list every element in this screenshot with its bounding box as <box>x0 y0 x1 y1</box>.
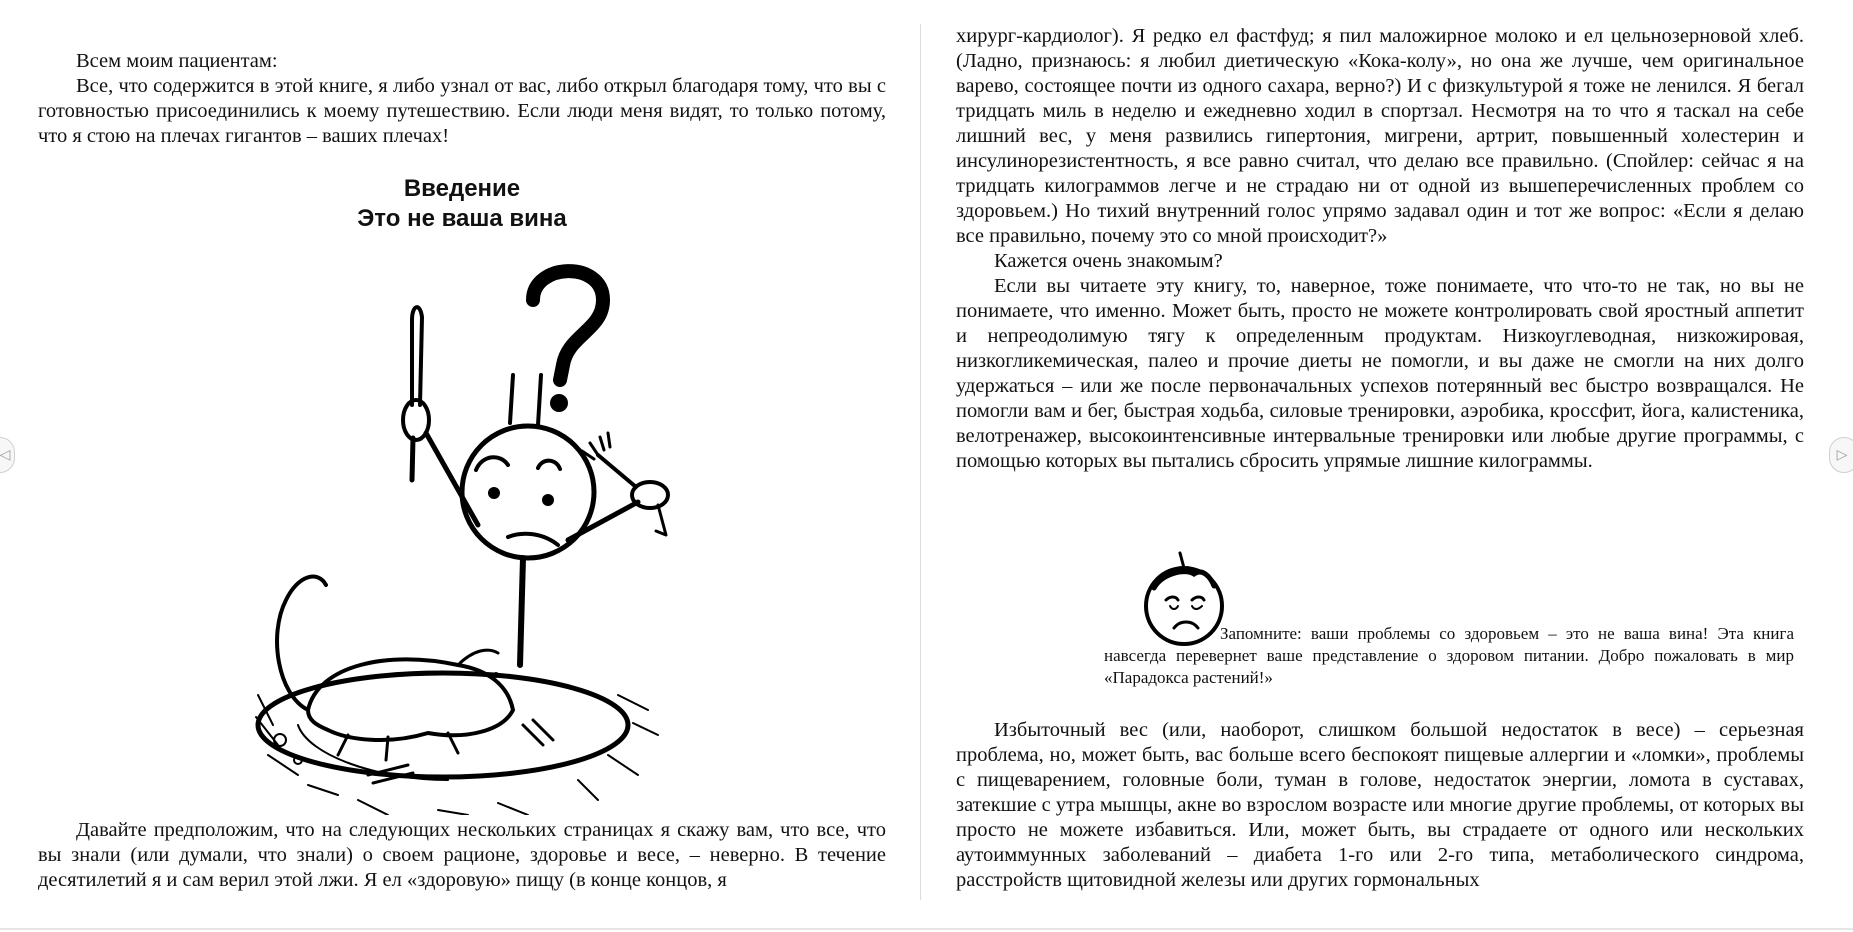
confused-stickman-illustration <box>238 255 678 815</box>
paragraph-question: Кажется очень знакомым? <box>994 250 1223 272</box>
dedication <box>38 49 886 149</box>
right-page-text-top <box>956 24 1804 474</box>
page-divider <box>920 24 921 900</box>
chapter-heading <box>38 174 886 234</box>
paragraph-continuation: хирург-кардиолог). Я редко ел фастфуд; я пил маложирное молоко и ел цельнозерновой хлеб. (Ладно, признаюсь: я любил диетическую «Кока-колу», но она же лучше, чем оригинальное варево, состоящее почти из одного сахара, верно?) И с физкультурой я тоже не ленился. Я бегал тридцать миль в неделю и ежедневно ходил в спортзал. Несмотря на то что я таскал на себе лишний вес, у меня развились гипертония, мигрени, артрит, повышенный холестерин и инсулинорезистентность, я все равно считал, что делаю все правильно. (Спойлер: сейчас я на тридцать килограммов легче и не страдаю ни от одной из вышеперечисленных проблем со здоровьем.) Но тихий внутренний голос упрямо задавал один и тот же вопрос: «Если я делаю все правильно, почему это со мной происходит?» <box>956 25 1804 247</box>
callout-text <box>1104 623 1794 689</box>
intro-paragraph-text: Давайте предположим, что на следующих нескольких страницах я скажу вам, что все, что вы знали (или думали, что знали) о своем рационе, здоровье и весе, – неверно. В течение десятилетий я и сам верил этой лжи. Я ел «здоровую» пищу (в конце концов, я <box>38 819 886 891</box>
chevron-left-icon: ◁ <box>0 447 11 463</box>
chevron-right-icon: ▷ <box>1836 447 1848 463</box>
paragraph-overweight: Избыточный вес (или, наоборот, слишком большой недостаток в весе) – серьезная проблема, но, может быть, вас больше всего беспокоят пищевые аллергии и «ломки», проблемы с пищеварением, головные боли, туман в голове, недостаток энергии, ломота в суставах, затекшие с утра мышцы, акне во взрослом возрасте или многие другие проблемы, от которых вы просто не можете избавиться. Или, может быть, вы страдаете от одного или нескольких аутоиммунных заболеваний – диабета 1-го или 2-го типа, метаболического синдрома, расстройств щитовидной железы или других гормональных <box>956 719 1804 891</box>
dedication-text: Все, что содержится в этой книге, я либо узнал от вас, либо открыл благодаря тому, что вы с готовностью присоединились к моему путешествию. Если люди меня видят, то только потому, что я стою на плечах гигантов – ваших плечах! <box>38 75 886 147</box>
next-page-button[interactable] <box>1829 437 1853 473</box>
callout-text-body: Запомните: ваши проблемы со здоровьем – это не ваша вина! Эта книга навсегда перевернет ваше представление о здоровом питании. Добро пожаловать в мир «Парадокса растений!» <box>1104 624 1794 687</box>
paragraph-reader: Если вы читаете эту книгу, то, наверное, тоже понимаете, что что-то не так, но вы не понимаете, что именно. Может быть, просто не можете контролировать свой яростный аппетит и непреодолимую тягу к определенным продуктам. Низкоуглеводная, низкожировая, низкогликемическая, палео и прочие диеты не помогли, и вы даже не смогли на них долго удержаться – или же после первоначальных успехов потерянный вес быстро возвращался. Не помогли вам и бег, быстрая ходьба, силовые тренировки, аэробика, кроссфит, йога, калистеника, велотренажер, высокоинтенсивные интервальные тренировки или любые другие программы, с помощью которых вы пытались сбросить упрямые лишние килограммы. <box>956 275 1804 472</box>
chapter-title: Введение <box>403 175 521 202</box>
intro-paragraph <box>38 818 886 893</box>
chapter-subtitle: Это не ваша вина <box>357 205 567 232</box>
bottom-border <box>0 928 1853 930</box>
right-page-text-bottom <box>956 718 1804 893</box>
dedication-title: Всем моим пациентам: <box>76 50 278 72</box>
prev-page-button[interactable] <box>0 437 15 473</box>
